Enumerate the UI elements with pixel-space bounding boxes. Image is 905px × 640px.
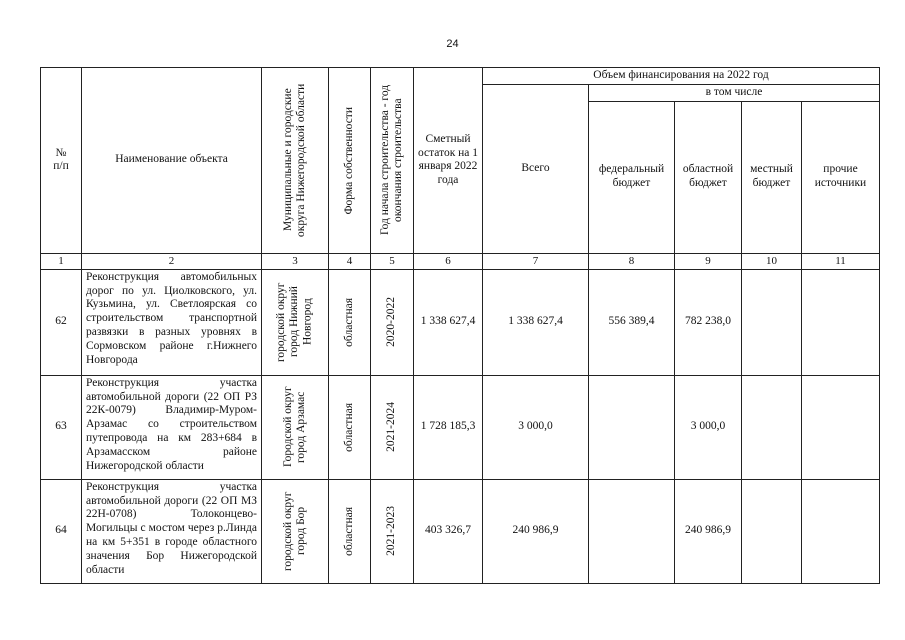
row-name: Реконструкция участка автомобильной дороги (22 ОП МЗ 22Н-0708) Толоконцево-Могильцы с мостом через р.Линда на км 5+351 в городе областного значения Бор Нижегородской области (82, 479, 262, 583)
row-name: Реконструкция участка автомобильной дороги (22 ОП РЗ 22К-0079) Владимир-Муром-Арзамас со строительством путепровода на км 283+684 в Арзамасском районе Нижегородской области (82, 375, 262, 479)
row-federal (589, 479, 675, 583)
row-years-text: 2020-2022 (385, 297, 398, 348)
row-local (742, 269, 802, 375)
row-years-text: 2021-2023 (385, 506, 398, 557)
header-ownership (329, 68, 371, 254)
row-ownership-text: областная (342, 297, 355, 347)
row-years (371, 269, 414, 375)
column-number: 8 (589, 253, 675, 269)
row-ownership-text: областная (342, 506, 355, 556)
column-number: 6 (414, 253, 483, 269)
column-number: 10 (742, 253, 802, 269)
row-years (371, 479, 414, 583)
row-years (371, 375, 414, 479)
header-name: Наименование объекта (82, 68, 262, 254)
row-years-text: 2021-2024 (385, 402, 398, 453)
column-number: 4 (329, 253, 371, 269)
column-number: 3 (262, 253, 329, 269)
page-number: 24 (446, 38, 459, 50)
row-other (802, 269, 880, 375)
row-total: 1 338 627,4 (483, 269, 589, 375)
header-other: прочие источники (802, 101, 880, 253)
row-municipality (262, 479, 329, 583)
row-federal: 556 389,4 (589, 269, 675, 375)
column-number: 1 (41, 253, 82, 269)
row-municipality-text: городской округ город Бор (281, 491, 307, 572)
row-regional: 240 986,9 (675, 479, 742, 583)
row-other (802, 479, 880, 583)
row-municipality-text: городской округ город Нижний Новгород (275, 282, 314, 363)
row-regional: 782 238,0 (675, 269, 742, 375)
header-municipality (262, 68, 329, 254)
row-name: Реконструкция автомобильных дорог по ул. Циолковского, ул. Кузьмина, ул. Светлоярская со строительством транспортной развязки в разных уровнях в Сормовском районе г.Нижнего Новгорода (82, 269, 262, 375)
column-number: 5 (371, 253, 414, 269)
row-estimate: 1 728 185,3 (414, 375, 483, 479)
header-years-text: Год начала строительства - год окончания строительства (378, 85, 404, 236)
row-other (802, 375, 880, 479)
header-local: местный бюджет (742, 101, 802, 253)
row-num: 62 (41, 269, 82, 375)
header-federal: федеральный бюджет (589, 101, 675, 253)
row-municipality (262, 269, 329, 375)
row-ownership (329, 375, 371, 479)
row-estimate: 403 326,7 (414, 479, 483, 583)
header-regional: областной бюджет (675, 101, 742, 253)
header-total: Всего (483, 84, 589, 253)
row-municipality (262, 375, 329, 479)
column-number: 7 (483, 253, 589, 269)
header-including-group: в том числе (589, 84, 880, 101)
header-funding-group: Объем финансирования на 2022 год (483, 68, 880, 85)
header-num: № п/п (41, 68, 82, 254)
row-num: 63 (41, 375, 82, 479)
row-total: 3 000,0 (483, 375, 589, 479)
table-row (41, 269, 880, 375)
row-federal (589, 375, 675, 479)
header-years (371, 68, 414, 254)
row-ownership (329, 269, 371, 375)
row-regional: 3 000,0 (675, 375, 742, 479)
row-municipality-text: Городской округ город Арзамас (281, 386, 307, 468)
header-estimate: Сметный остаток на 1 января 2022 года (414, 68, 483, 254)
table-row (41, 375, 880, 479)
column-number-row (41, 253, 880, 269)
column-number: 11 (802, 253, 880, 269)
header-ownership-text: Форма собственности (342, 106, 355, 215)
row-local (742, 479, 802, 583)
column-number: 2 (82, 253, 262, 269)
column-number: 9 (675, 253, 742, 269)
row-num: 64 (41, 479, 82, 583)
row-estimate: 1 338 627,4 (414, 269, 483, 375)
funding-table (40, 67, 880, 584)
row-ownership-text: областная (342, 402, 355, 452)
table-row (41, 479, 880, 583)
row-local (742, 375, 802, 479)
row-total: 240 986,9 (483, 479, 589, 583)
row-ownership (329, 479, 371, 583)
header-municipality-text: Муниципальные и городские округа Нижегородской области (281, 83, 307, 237)
